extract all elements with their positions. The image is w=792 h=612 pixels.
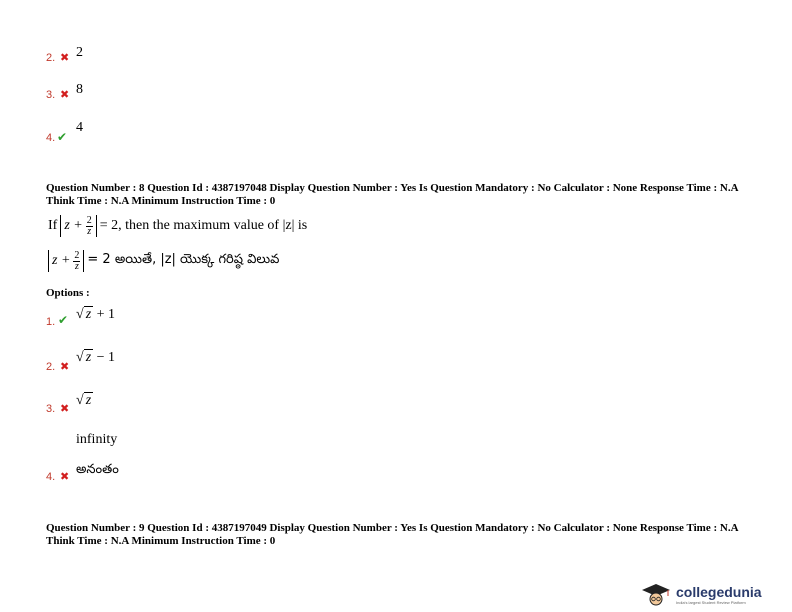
fraction-denominator: z [87, 225, 92, 237]
question-text-telugu [48, 250, 279, 272]
logo-text-block [676, 584, 762, 605]
option-number: 2. [46, 361, 56, 373]
option-number: 4. [46, 471, 56, 483]
option-value-telugu: అనంతం [76, 462, 119, 477]
wrong-icon: ✖ [60, 51, 70, 64]
question-text [48, 215, 307, 237]
fraction-denominator: z [74, 260, 79, 272]
logo-tagline: India's largest Student Review Platform [676, 599, 746, 605]
options-label: Options : [46, 287, 90, 299]
question-prefix: If [48, 218, 58, 233]
option-number: 1. [46, 316, 56, 328]
wrong-icon: ✖ [60, 360, 70, 373]
abs-bar-left [60, 215, 61, 237]
sqrt-expression: √ z [76, 350, 92, 365]
radicand: z [85, 393, 92, 408]
logo [640, 582, 762, 606]
question-header: Question Number : 9 Question Id : 4387197049 Display Question Number : Yes Is Question Mandatory : No Calculator : None Response Time : N.A Think Time : N.A Minimum Instruction Time : 0 [46, 522, 738, 547]
abs-bar-right [96, 215, 97, 237]
option-tail: − 1 [93, 350, 116, 365]
abs-bar-right [83, 250, 84, 272]
option-number: 3. [46, 89, 56, 101]
wrong-icon: ✖ [60, 470, 70, 483]
logo-name: collegedunia [676, 583, 762, 600]
wrong-icon: ✖ [60, 402, 70, 415]
option-value [76, 393, 93, 409]
check-icon: ✔ [57, 130, 68, 144]
fraction [73, 251, 80, 272]
radicand: z [85, 307, 92, 322]
option-value [76, 350, 115, 366]
radicand: z [85, 350, 92, 365]
check-icon: ✔ [58, 313, 69, 327]
wrong-icon: ✖ [60, 88, 70, 101]
sqrt-expression: √ z [76, 307, 92, 322]
option-value-english: infinity [76, 432, 118, 447]
graduate-cap-icon [640, 582, 672, 606]
option-value: 2 [76, 45, 83, 60]
option-number: 2. [46, 52, 56, 64]
math-z-plus: z + [52, 253, 71, 268]
fraction [86, 216, 93, 237]
option-value: 4 [76, 120, 83, 135]
abs-bar-left [48, 250, 49, 272]
telugu-suffix: = 2 అయితే, |z| యొక్క గరిష్ఠ విలువ [87, 252, 280, 267]
option-value [76, 307, 115, 323]
fraction-numerator: 2 [86, 214, 92, 226]
sqrt-expression: √ z [76, 393, 92, 408]
question-suffix: = 2, then the maximum value of |z| is [99, 218, 308, 233]
option-tail: + 1 [93, 307, 116, 322]
math-z-plus: z + [64, 218, 83, 233]
fraction-numerator: 2 [74, 249, 80, 261]
option-number: 3. [46, 403, 56, 415]
question-header: Question Number : 8 Question Id : 4387197048 Display Question Number : Yes Is Question Mandatory : No Calculator : None Response Time : N.A Think Time : N.A Minimum Instruction Time : 0 [46, 182, 738, 207]
option-number: 4. [46, 132, 56, 144]
option-value: 8 [76, 82, 83, 97]
